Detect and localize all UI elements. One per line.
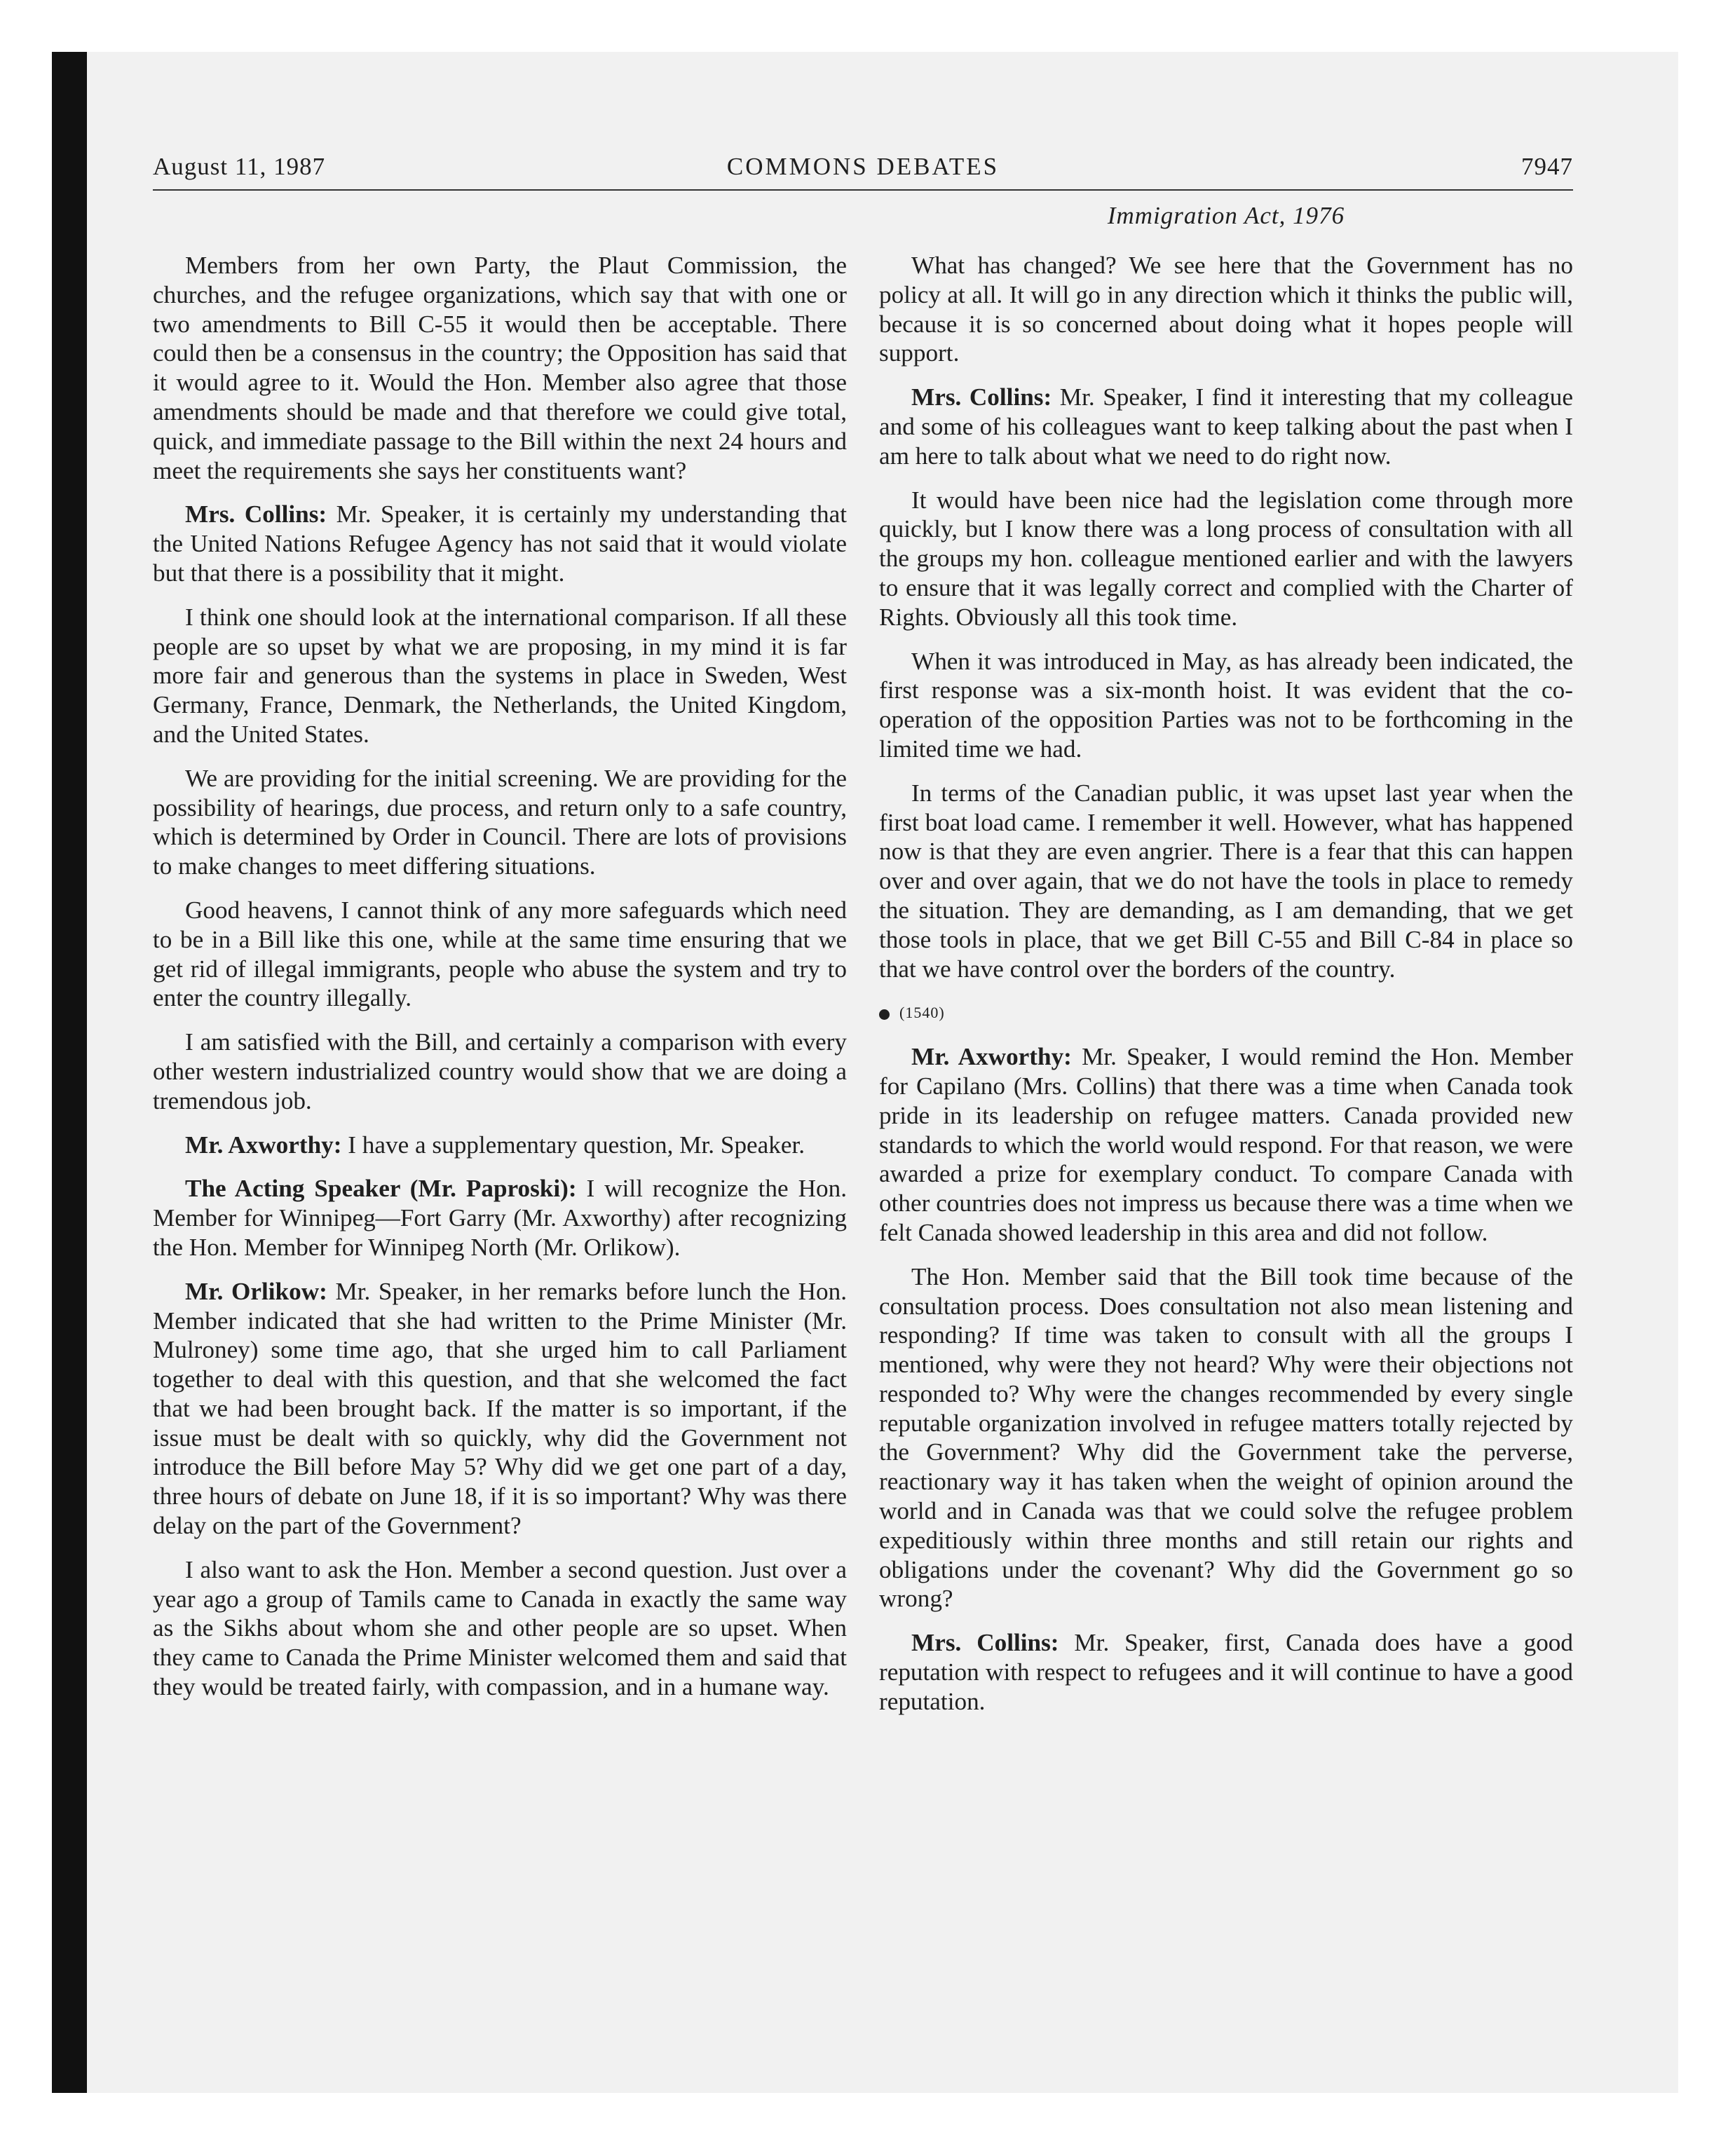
speaker-name: The Acting Speaker (Mr. Paproski): (185, 1175, 577, 1203)
header-page-number: 7947 (1521, 153, 1573, 180)
speech-text: Mr. Speaker, it is certainly my understanding that the United Nations Refugee Agency has not said that it would violate but that there is a possibility that it might. (153, 500, 847, 587)
hansard-page (153, 153, 1574, 1715)
paragraph (153, 1277, 847, 1541)
paragraph: What has changed? We see here that the Government has no policy at all. It will go in any direction which it thinks the public will, because it is so concerned about doing what it hopes people will support. (879, 252, 1573, 367)
paragraph: I am satisfied with the Bill, and certainly a comparison with every other western industrialized country would show that we are doing a tremendous job. (153, 1028, 847, 1114)
paragraph (153, 1131, 847, 1160)
header-date: August 11, 1987 (153, 153, 326, 180)
paragraph: In terms of the Canadian public, it was upset last year when the first boat load came. I remember it well. However, what has happened now is that they are even angrier. There is a fear that this can happen over and over again, that we do not have the tools in place to remedy the situation. They are demanding, as I am demanding, that we get those tools in place, that we get Bill C-55 and Bill C-84 in place so that we have control over the borders of the country. (879, 779, 1573, 983)
paragraph (879, 1042, 1573, 1248)
speaker-name: Mr. Axworthy: (185, 1131, 342, 1159)
speaker-name: Mrs. Collins: (911, 1629, 1059, 1657)
header-publication: COMMONS DEBATES (726, 153, 1000, 180)
right-column (879, 251, 1573, 1731)
time-marker (879, 998, 1573, 1028)
paragraph: Good heavens, I cannot think of any more safeguards which need to be in a Bill like this one, while at the same time ensuring that we get rid of illegal immigrants, people who abuse the system and try to enter the country illegally. (153, 896, 847, 1012)
speech-text: Mr. Speaker, in her remarks before lunch the Hon. Member indicated that she had written to the Prime Minister (Mr. Mulroney) some time ago, that she urged him to call Parliament together to deal with this question, and that she welcomed the fact that we had been brought back. If the matter is so important, if the issue must be dealt with so quickly, why did the Government not introduce the Bill before May 5? Why did we get one part of a day, three hours of debate on June 18, if it is so important? Why was there delay on the part of the Government? (153, 1277, 847, 1540)
paragraph: The Hon. Member said that the Bill took time because of the consultation process. Does consultation not also mean listening and responding? If time was taken to consult with all the groups I mentioned, why were they not heard? Why were their objections not responded to? Why were the changes recommended by every single reputable organization involved in refugee matters totally rejected by the Government? Why did the Government take the perverse, reactionary way it has taken when the weight of opinion around the world and in Canada was that we could solve the refugee problem expeditiously within three months and still retain our rights and obligations under the covenant? Why did the Government go so wrong? (879, 1262, 1573, 1613)
time-marker-text: (1540) (899, 1004, 945, 1022)
subject-heading: Immigration Act, 1976 (1107, 202, 1345, 229)
speaker-name: Mr. Orlikow: (185, 1277, 327, 1305)
paragraph (879, 1628, 1573, 1716)
paragraph: We are providing for the initial screening. We are providing for the possibility of hearings, due process, and return only to a safe country, which is determined by Order in Council. There are lots of provisions to make changes to meet differing situations. (153, 764, 847, 880)
speech-text: I will recognize the Hon. Member for Winnipeg—Fort Garry (Mr. Axworthy) after recognizing the Hon. Member for Winnipeg North (Mr. Orlikow). (153, 1175, 847, 1261)
speaker-name: Mrs. Collins: (911, 383, 1052, 411)
left-column (153, 251, 847, 1717)
speech-text: Mr. Speaker, I would remind the Hon. Member for Capilano (Mrs. Collins) that there was a time when Canada took pride in its leadership on refugee matters. Canada provided new standards to which the world would respond. For that reason, we were awarded a prize for exemplary conduct. To compare Canada with other countries does not impress us because there was a time when we felt Canada showed leadership in this area and did not follow. (879, 1043, 1573, 1246)
paragraph: I think one should look at the international comparison. If all these people are so upset by what we are proposing, in my mind it is far more fair and generous than the systems in place in Sweden, West Germany, France, Denmark, the Netherlands, the United Kingdom, and the United States. (153, 603, 847, 748)
scan-edge (52, 52, 87, 2093)
speech-text: Mr. Speaker, I find it interesting that my colleague and some of his colleagues want to keep talking about the past when I am here to talk about what we need to do right now. (879, 383, 1574, 470)
paragraph (153, 500, 847, 587)
speech-text: I have a supplementary question, Mr. Speaker. (341, 1131, 805, 1159)
speaker-name: Mrs. Collins: (185, 500, 327, 528)
paragraph (153, 1174, 847, 1262)
paragraph: Members from her own Party, the Plaut Commission, the churches, and the refugee organizations, which say that with one or two amendments to Bill C-55 it would then be acceptable. There could then be a consensus in the country; the Opposition has said that it would agree to it. Would the Hon. Member also agree that those amendments should be made and that therefore we could give total, quick, and immediate passage to the Bill within the next 24 hours and meet the requirements she says her constituents want? (153, 252, 847, 484)
paragraph: I also want to ask the Hon. Member a second question. Just over a year ago a group of Tamils came to Canada in exactly the same way as the Sikhs about whom she and other people are so upset. When they came to Canada the Prime Minister welcomed them and said that they would be treated fairly, with compassion, and in a humane way. (153, 1555, 847, 1701)
bullet-icon (879, 1009, 890, 1020)
paragraph: When it was introduced in May, as has already been indicated, the first response was a six-month hoist. It was evident that the co-operation of the opposition Parties was not to be forthcoming in the limited time we had. (879, 647, 1573, 763)
speaker-name: Mr. Axworthy: (911, 1043, 1072, 1071)
running-header (153, 153, 1573, 191)
speech-text: Mr. Speaker, first, Canada does have a good reputation with respect to refugees and it will continue to have a good reputation. (879, 1629, 1573, 1715)
paragraph (879, 383, 1573, 470)
paragraph: It would have been nice had the legislation come through more quickly, but I know there was a long process of consultation with all the groups my hon. colleague mentioned earlier and with the lawyers to ensure that it was legally correct and complied with the Charter of Rights. Obviously all this took time. (879, 486, 1573, 631)
